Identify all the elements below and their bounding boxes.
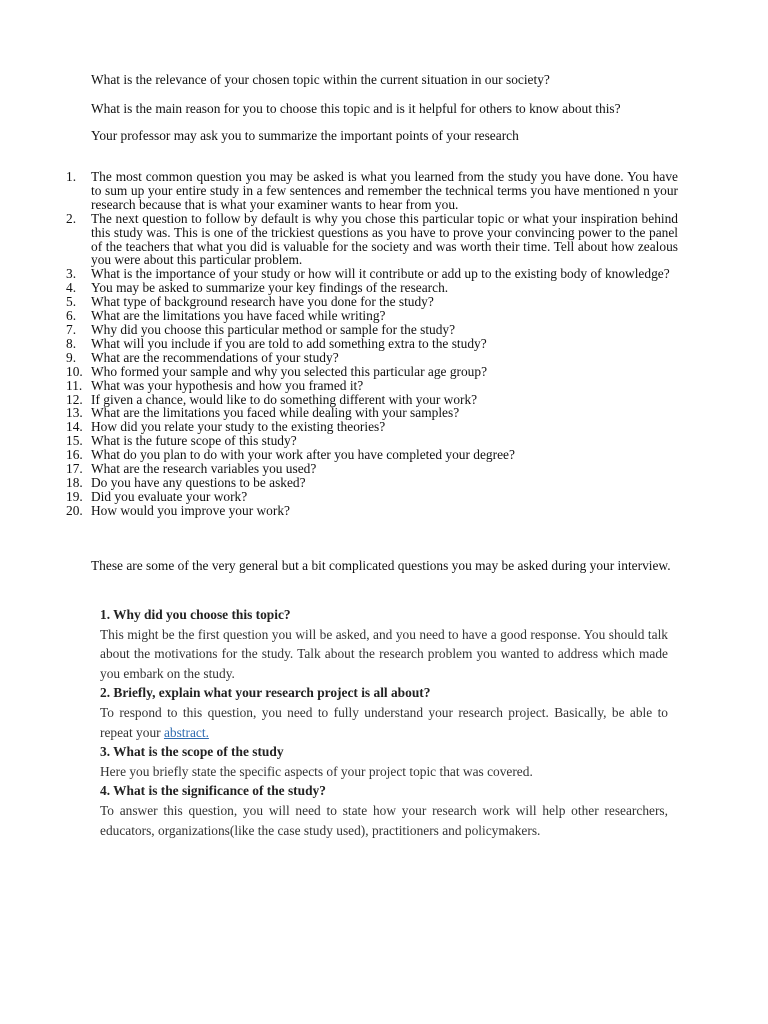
qa-heading-3: 3. What is the scope of the study bbox=[100, 744, 284, 760]
list-item-text: Who formed your sample and why you selected this particular age group? bbox=[91, 363, 488, 379]
numbered-question-list bbox=[66, 170, 678, 518]
list-item-number: 18. bbox=[66, 474, 83, 490]
list-item-text: What type of background research have you done for the study? bbox=[91, 294, 434, 310]
list-item bbox=[66, 281, 678, 295]
intro-question-summarize: Your professor may ask you to summarize the important points of your research bbox=[91, 128, 519, 143]
list-item-number: 9. bbox=[66, 349, 77, 365]
list-item-text: What are the research variables you used? bbox=[91, 461, 317, 477]
list-item-number: 12. bbox=[66, 391, 83, 407]
closing-paragraph: These are some of the very general but a bit complicated questions you may be asked during your interview. bbox=[91, 558, 671, 573]
list-item-number: 10. bbox=[66, 363, 83, 379]
list-item bbox=[66, 504, 678, 518]
list-item bbox=[66, 365, 678, 379]
list-item-number: 13. bbox=[66, 405, 83, 421]
intro-question-main-reason: What is the main reason for you to choose this topic and is it helpful for others to know about this? bbox=[91, 101, 621, 116]
list-item-text: What is the importance of your study or how will it contribute or add up to the existing body of knowledge? bbox=[91, 266, 670, 282]
list-item-text: If given a chance, would like to do something different with your work? bbox=[91, 391, 478, 407]
list-item bbox=[66, 462, 678, 476]
list-item-number: 1. bbox=[66, 169, 77, 184]
qa-section bbox=[100, 605, 668, 840]
list-item bbox=[66, 295, 678, 309]
qa-heading-1: 1. Why did you choose this topic? bbox=[100, 607, 291, 622]
list-item-number: 4. bbox=[66, 280, 77, 296]
list-item-text: How would you improve your work? bbox=[91, 502, 290, 518]
list-item bbox=[66, 212, 678, 268]
list-item bbox=[66, 393, 678, 407]
list-item-text: What are the limitations you faced while dealing with your samples? bbox=[91, 405, 460, 421]
list-item-text: What will you include if you are told to add something extra to the study? bbox=[91, 335, 487, 351]
list-item-text: Do you have any questions to be asked? bbox=[91, 474, 306, 490]
list-item-number: 6. bbox=[66, 308, 77, 324]
qa-heading-2: 2. Briefly, explain what your research project is all about? bbox=[100, 685, 431, 701]
qa-answer-4: To answer this question, you will need to state how your research work will help other researchers, educators, organizations(like the case study used), practitioners and policymakers. bbox=[100, 802, 668, 838]
qa-answer-2 bbox=[100, 703, 668, 742]
list-item-text: What are the recommendations of your study? bbox=[91, 349, 339, 365]
list-item-text: Did you evaluate your work? bbox=[91, 488, 248, 504]
list-item bbox=[66, 476, 678, 490]
list-item-text: You may be asked to summarize your key findings of the research. bbox=[91, 280, 449, 296]
list-item-number: 14. bbox=[66, 419, 83, 435]
list-item bbox=[66, 337, 678, 351]
list-item-number: 5. bbox=[66, 294, 77, 310]
list-item bbox=[66, 170, 678, 212]
list-item bbox=[66, 490, 678, 504]
abstract-link[interactable]: abstract. bbox=[163, 724, 209, 740]
list-item bbox=[66, 448, 678, 462]
list-item bbox=[66, 420, 678, 434]
list-item-text: What are the limitations you have faced while writing? bbox=[91, 308, 386, 324]
list-item-text: What do you plan to do with your work after you have completed your degree? bbox=[91, 447, 515, 463]
qa-answer-2-text: To respond to this question, you need to fully understand your research project. Basically, be able to repeat your bbox=[100, 704, 668, 740]
list-item bbox=[66, 379, 678, 393]
list-item bbox=[66, 434, 678, 448]
list-item-text: How did you relate your study to the existing theories? bbox=[91, 419, 386, 435]
list-item-text: The next question to follow by default is why you chose this particular topic or what your inspiration behind this study was. This is one of the trickiest questions as you have to prove your convincing power to the panel of the teachers that what you did is valuable for the society and was worth their time. Tell about how zealous you were about this particular problem. bbox=[91, 210, 678, 268]
list-item bbox=[66, 309, 678, 323]
list-item-number: 7. bbox=[66, 321, 77, 337]
list-item-number: 11. bbox=[66, 377, 83, 393]
list-item-number: 20. bbox=[66, 502, 83, 518]
list-item bbox=[66, 267, 678, 281]
list-item-text: What was your hypothesis and how you framed it? bbox=[91, 377, 364, 393]
qa-answer-1: This might be the first question you will be asked, and you need to have a good response. You should talk about the motivations for the study. Talk about the research problem you wanted to address which made you embark on the study. bbox=[100, 626, 668, 681]
list-item bbox=[66, 406, 678, 420]
list-item-number: 17. bbox=[66, 461, 83, 477]
list-item-number: 8. bbox=[66, 335, 77, 351]
list-item-number: 15. bbox=[66, 433, 83, 449]
list-item bbox=[66, 323, 678, 337]
list-item-number: 3. bbox=[66, 266, 77, 282]
qa-heading-4: 4. What is the significance of the study? bbox=[100, 783, 326, 799]
list-item-text: The most common question you may be asked is what you learned from the study you have done. You have to sum up your entire study in a few sentences and remember the technical terms you have mentioned n your research because that is what your examiner wants to hear from you. bbox=[91, 169, 678, 212]
list-item bbox=[66, 351, 678, 365]
list-item-text: Why did you choose this particular method or sample for the study? bbox=[91, 321, 456, 337]
list-item-number: 2. bbox=[66, 210, 77, 226]
list-item-number: 16. bbox=[66, 447, 83, 463]
list-item-number: 19. bbox=[66, 488, 83, 504]
intro-question-relevance: What is the relevance of your chosen topic within the current situation in our society? bbox=[91, 72, 550, 87]
qa-answer-3: Here you briefly state the specific aspects of your project topic that was covered. bbox=[100, 763, 533, 779]
list-item-text: What is the future scope of this study? bbox=[91, 433, 297, 449]
